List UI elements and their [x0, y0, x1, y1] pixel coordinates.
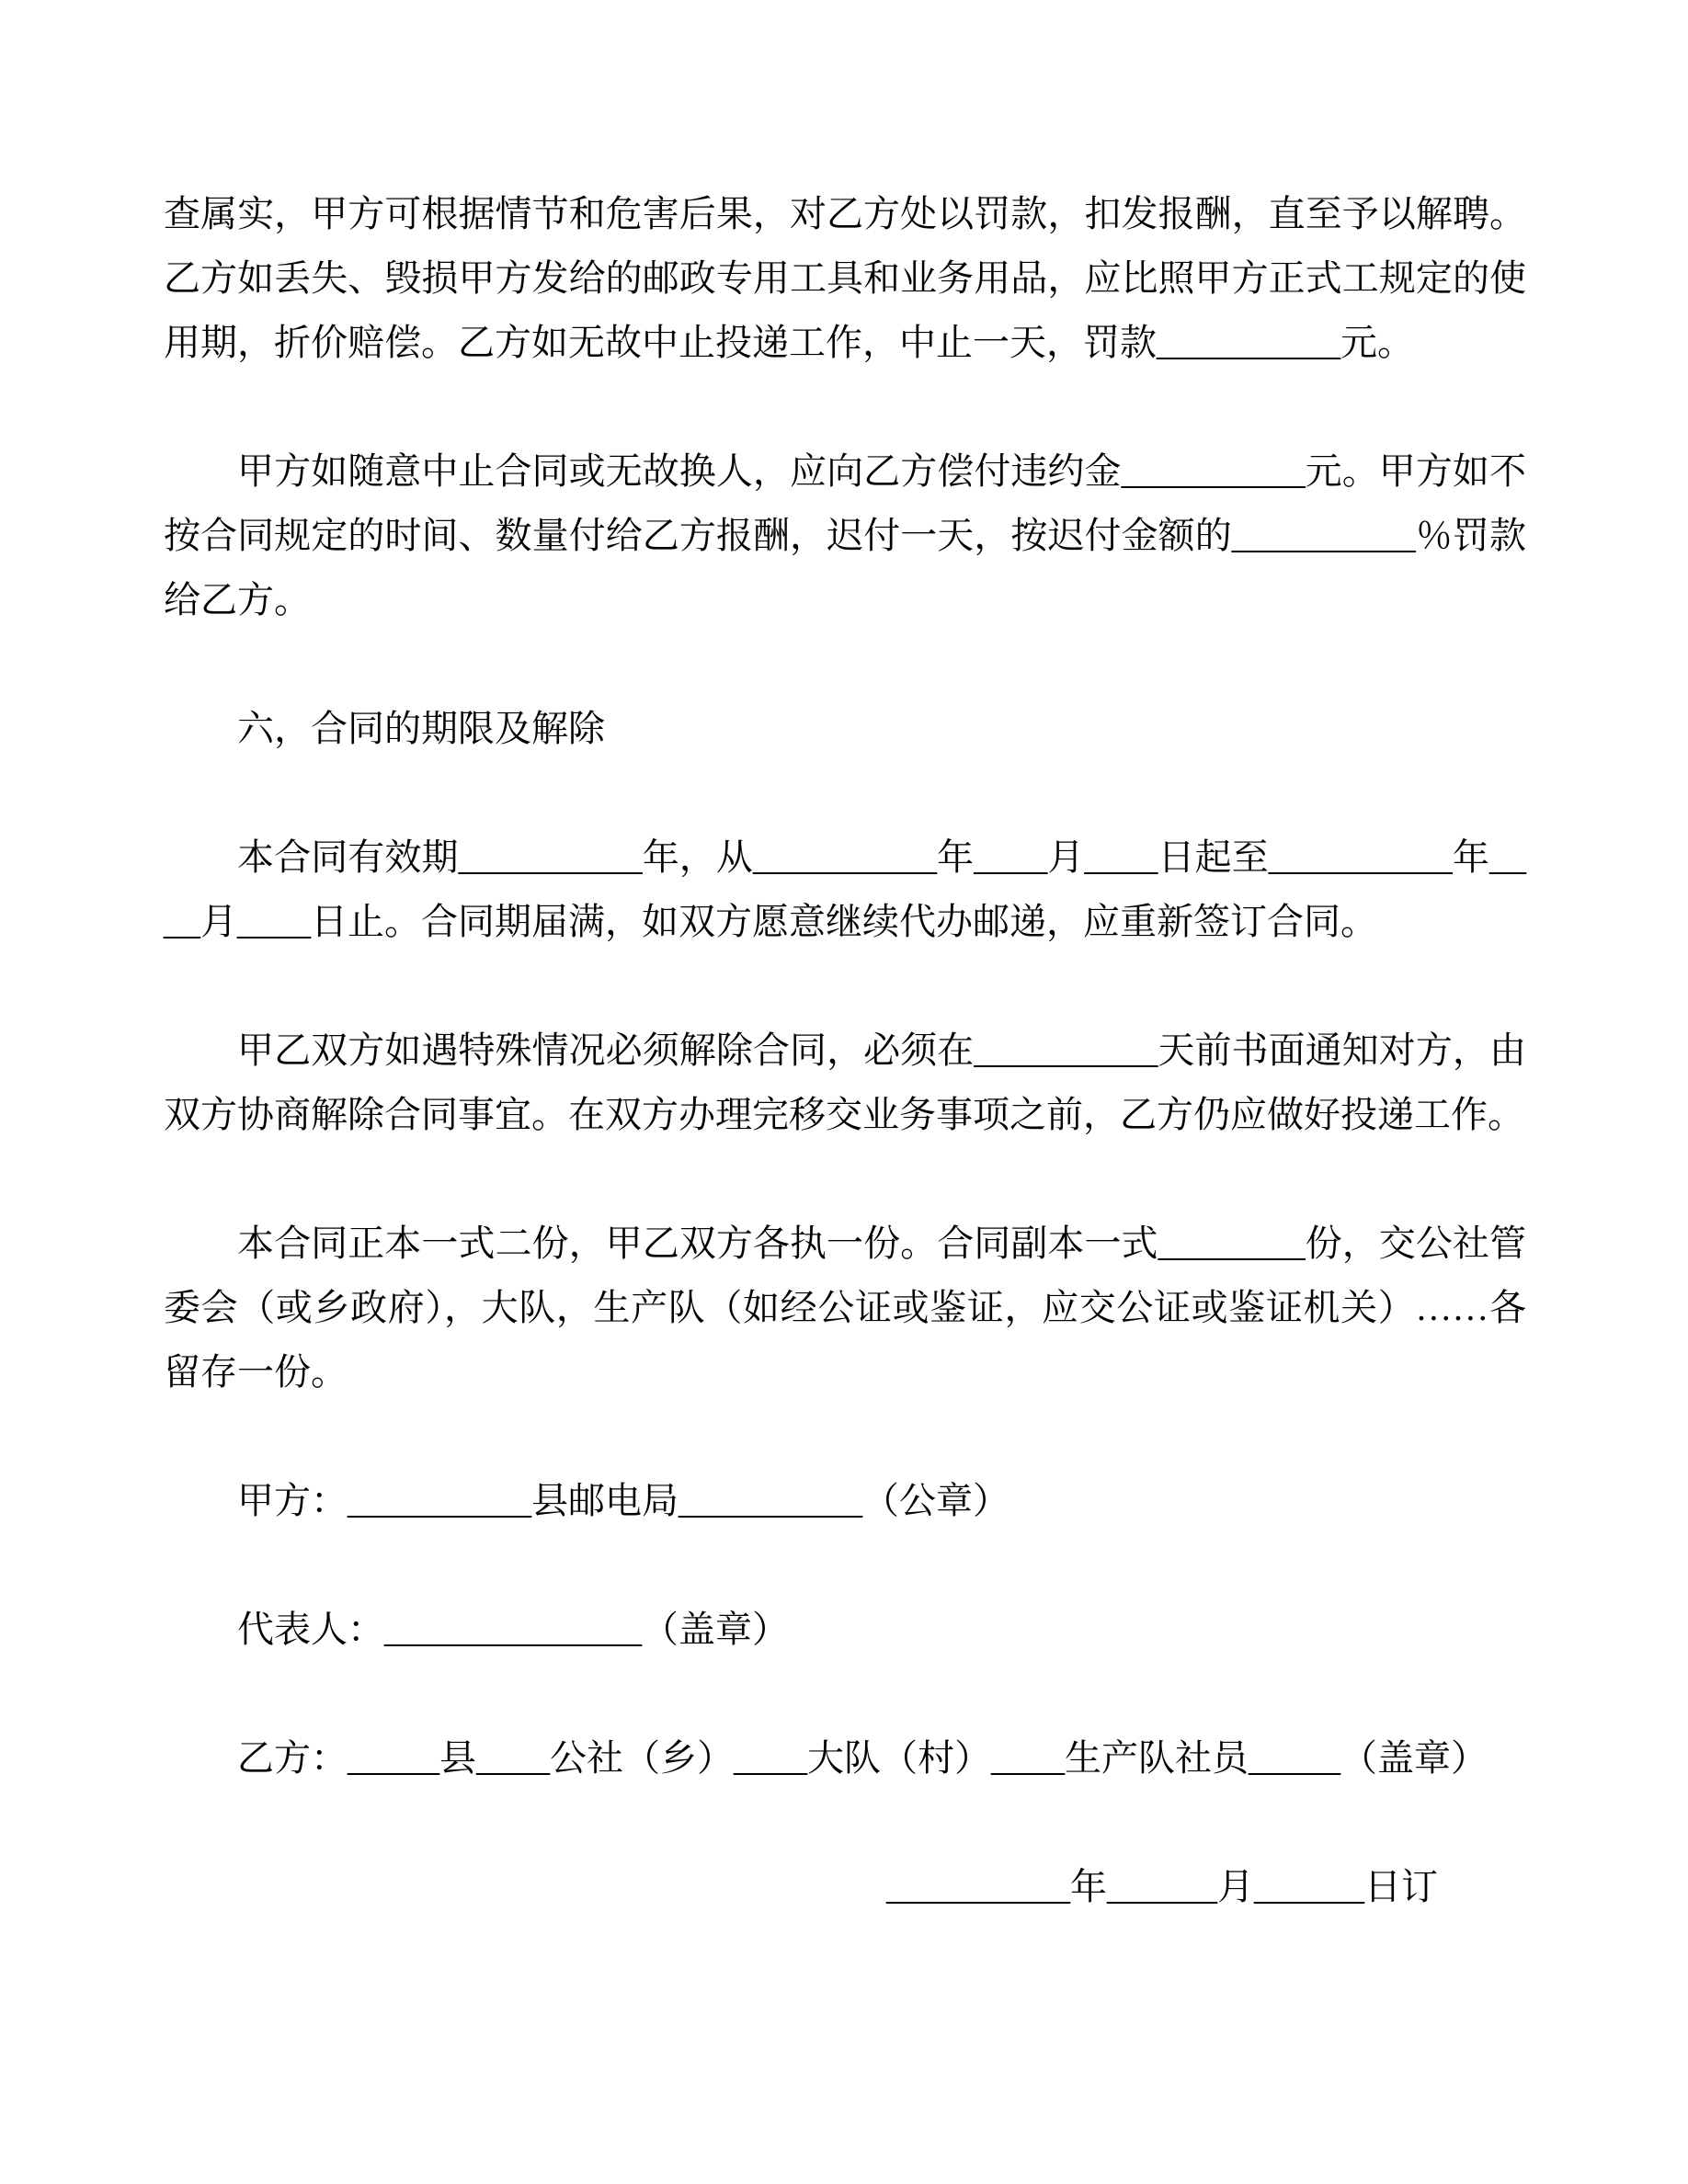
paragraph-penalty-continuation: 查属实，甲方可根据情节和危害后果，对乙方处以罚款，扣发报酬，直至予以解聘。乙方如丢失、毁损甲方发给的邮政专用工具和业务用品，应比照甲方正式工规定的使用期，折价赔偿。乙方如无故中止投递工作，中止一天，罚款__________元。	[164, 193, 1526, 363]
signature-line-party-b: 乙方：_____县____公社（乡）____大队（村）____生产队社员_____（盖章）	[237, 1737, 1488, 1779]
signature-line-party-a: 甲方：__________县邮电局__________（公章）	[237, 1480, 1009, 1521]
paragraph-copies-distribution: 本合同正本一式二份，甲乙双方各执一份。合同副本一式________份，交公社管委会（或乡政府），大队，生产队（如经公证或鉴证，应交公证或鉴证机关）……各留存一份。	[164, 1223, 1526, 1393]
signature-date-line: __________年______月______日订	[886, 1866, 1438, 1907]
paragraph-party-a-breach: 甲方如随意中止合同或无故换人，应向乙方偿付违约金__________元。甲方如不按合同规定的时间、数量付给乙方报酬，迟付一天，按迟付金额的__________％罚款给乙方。	[164, 450, 1526, 620]
paragraph-early-termination: 甲乙双方如遇特殊情况必须解除合同，必须在__________天前书面通知对方，由双方协商解除合同事宜。在双方办理完移交业务事项之前，乙方仍应做好投递工作。	[164, 1029, 1526, 1135]
signature-line-representative: 代表人：______________（盖章）	[237, 1609, 789, 1650]
section-heading-term-and-termination: 六，合同的期限及解除	[237, 708, 605, 749]
paragraph-contract-term: 本合同有效期__________年，从__________年____月____日起至__________年____月____日止。合同期届满，如双方愿意继续代办邮递，应重新签订合同。	[164, 836, 1526, 942]
